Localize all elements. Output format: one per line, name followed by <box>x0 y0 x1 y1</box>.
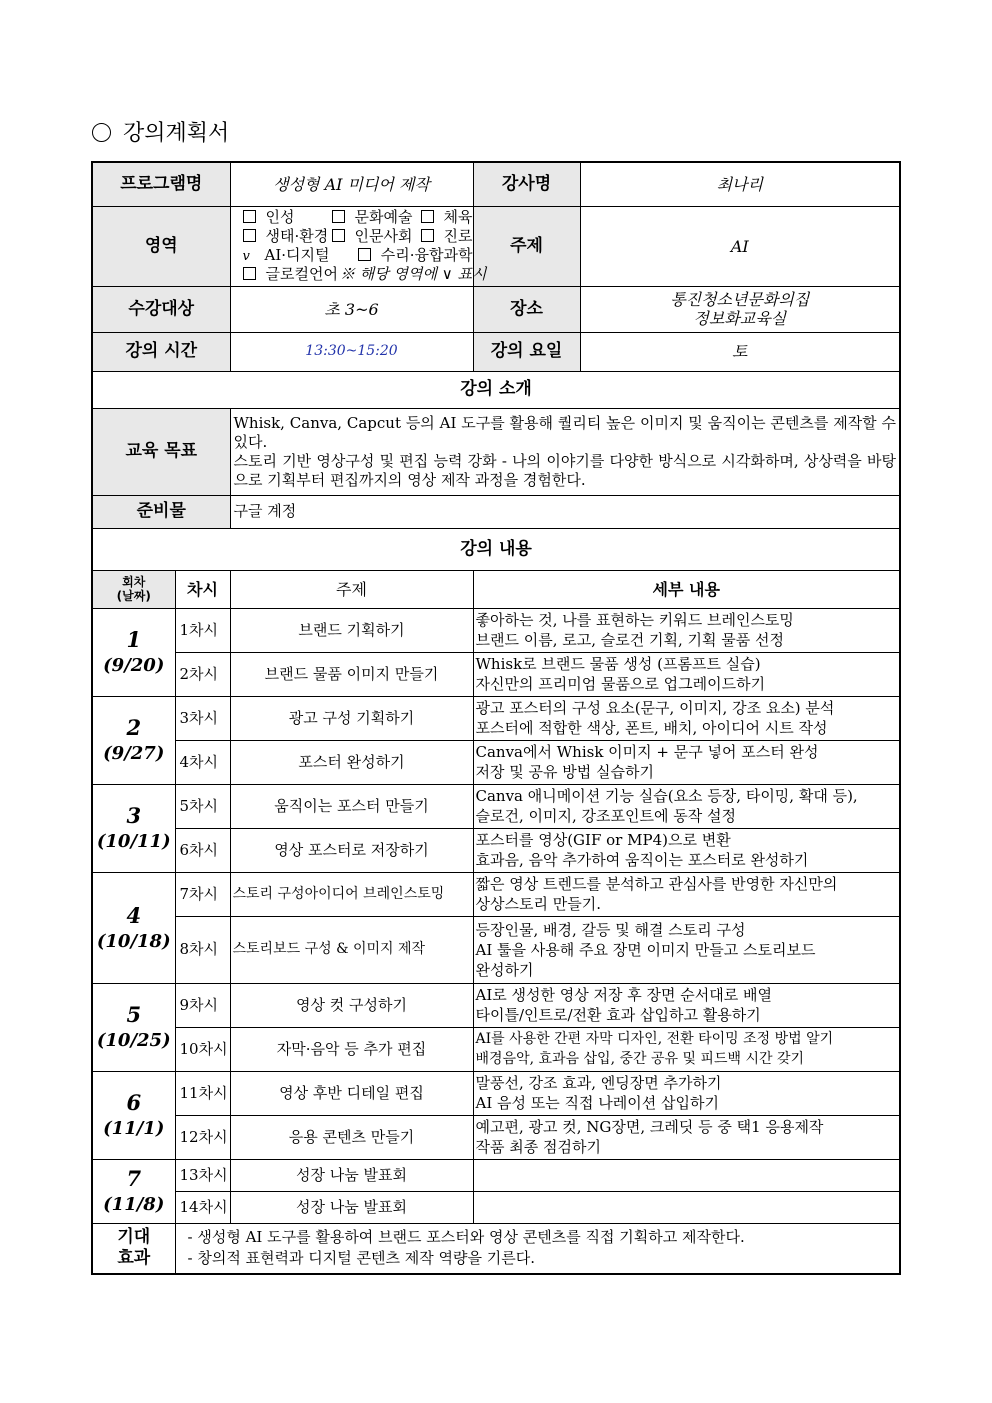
time-value: 13:30~15:20 <box>230 332 473 371</box>
topic-cell: 영상 컷 구성하기 <box>230 983 473 1027</box>
domain-option[interactable]: 문화예술 <box>332 208 421 227</box>
target-value: 초 3~6 <box>230 286 473 332</box>
period-cell: 3차시 <box>175 696 230 740</box>
period-cell: 7차시 <box>175 872 230 916</box>
checkbox-icon[interactable] <box>332 210 345 223</box>
document-title: 강의계획서 <box>92 116 229 147</box>
detail-cell: 예고편, 광고 컷, NG장면, 크레딧 등 중 택1 응용제작 작품 최종 점검하기 <box>473 1115 900 1159</box>
checkmark-icon[interactable]: v <box>242 249 250 264</box>
period-cell: 11차시 <box>175 1071 230 1115</box>
domain-option[interactable]: 생태·환경 <box>243 227 332 246</box>
domain-option[interactable]: 인성 <box>243 208 332 227</box>
goal-label: 교육 목표 <box>92 408 230 495</box>
session-cell: 3 (10/11) <box>92 784 175 872</box>
place-value: 통진청소년문화의집 정보화교육실 <box>580 286 900 332</box>
topic-cell: 브랜드 물품 이미지 만들기 <box>230 652 473 696</box>
domain-note: ※ 해당 영역에 ∨ 표시 <box>339 265 487 283</box>
checkbox-icon[interactable] <box>421 210 434 223</box>
detail-cell: 광고 포스터의 구성 요소(문구, 이미지, 강조 요소) 분석 포스터에 적합한 색상, 폰트, 배치, 아이디어 시트 작성 <box>473 696 900 740</box>
checkbox-icon[interactable] <box>243 229 256 242</box>
session-cell: 6 (11/1) <box>92 1071 175 1159</box>
col-topic-header: 주제 <box>230 570 473 608</box>
topic-cell: 광고 구성 기획하기 <box>230 696 473 740</box>
domain-checklist <box>230 206 487 286</box>
place-label: 장소 <box>473 286 580 332</box>
period-cell: 4차시 <box>175 740 230 784</box>
program-label: 프로그램명 <box>92 162 230 206</box>
session-cell: 5 (10/25) <box>92 983 175 1071</box>
domain-label: 영역 <box>92 206 230 286</box>
period-cell: 9차시 <box>175 983 230 1027</box>
detail-cell: AI로 생성한 영상 저장 후 장면 순서대로 배열 타이틀/인트로/전환 효과 삽입하고 활용하기 <box>473 983 900 1027</box>
domain-option[interactable]: 수리·융합과학 <box>358 246 473 265</box>
content-section-title: 강의 내용 <box>92 528 900 570</box>
topic-cell: 성장 나눔 발표회 <box>230 1191 473 1223</box>
checkbox-icon[interactable] <box>421 229 434 242</box>
detail-cell: Canva 애니메이션 기능 실습(요소 등장, 타이밍, 확대 등), 슬로건, 이미지, 강조포인트에 동작 설정 <box>473 784 900 828</box>
detail-cell: 짧은 영상 트렌드를 분석하고 관심사를 반영한 자신만의 상상스토리 만들기. <box>473 872 900 916</box>
period-cell: 6차시 <box>175 828 230 872</box>
topic-cell: 움직이는 포스터 만들기 <box>230 784 473 828</box>
checkbox-icon[interactable] <box>358 248 371 261</box>
detail-cell: AI를 사용한 간편 자막 디자인, 전환 타이밍 조정 방법 알기 배경음악, 효과음 삽입, 중간 공유 및 피드백 시간 갖기 <box>473 1027 900 1071</box>
session-cell: 4 (10/18) <box>92 872 175 983</box>
detail-cell: 좋아하는 것, 나를 표현하는 키워드 브레인스토밍 브랜드 이름, 로고, 슬로건 기획, 기획 물품 선정 <box>473 608 900 652</box>
intro-section-title: 강의 소개 <box>92 371 900 408</box>
detail-cell <box>473 1191 900 1223</box>
detail-cell <box>473 1159 900 1191</box>
subject-value: AI <box>580 206 900 286</box>
day-value: 토 <box>580 332 900 371</box>
topic-cell: 자막·음악 등 추가 편집 <box>230 1027 473 1071</box>
period-cell: 13차시 <box>175 1159 230 1191</box>
detail-cell: 등장인물, 배경, 갈등 및 해결 스토리 구성 AI 툴을 사용해 주요 장면 이미지 만들고 스토리보드 완성하기 <box>473 916 900 983</box>
subject-label: 주제 <box>473 206 580 286</box>
materials-value: 구글 계정 <box>230 495 900 528</box>
instructor-label: 강사명 <box>473 162 580 206</box>
detail-cell: 말풍선, 강조 효과, 엔딩장면 추가하기 AI 음성 또는 직접 나레이션 삽입하기 <box>473 1071 900 1115</box>
period-cell: 8차시 <box>175 916 230 983</box>
domain-option[interactable]: 체육 <box>421 208 473 227</box>
detail-cell: Canva에서 Whisk 이미지 + 문구 넣어 포스터 완성 저장 및 공유 방법 실습하기 <box>473 740 900 784</box>
topic-cell: 스토리 구성아이디어 브레인스토밍 <box>230 872 473 916</box>
topic-cell: 영상 포스터로 저장하기 <box>230 828 473 872</box>
domain-option-checked[interactable]: v AI·디지털 <box>242 246 330 264</box>
instructor-value: 최나리 <box>580 162 900 206</box>
col-period-header: 차시 <box>175 570 230 608</box>
col-detail-header: 세부 내용 <box>473 570 900 608</box>
domain-option[interactable]: 글로컬언어 <box>243 265 338 284</box>
target-label: 수강대상 <box>92 286 230 332</box>
session-cell: 7 (11/8) <box>92 1159 175 1223</box>
detail-cell: Whisk로 브랜드 물품 생성 (프롬프트 실습) 자신만의 프리미엄 물품으로 업그레이드하기 <box>473 652 900 696</box>
detail-cell: 포스터를 영상(GIF or MP4)으로 변환 효과음, 음악 추가하여 움직이는 포스터로 완성하기 <box>473 828 900 872</box>
topic-cell: 포스터 완성하기 <box>230 740 473 784</box>
period-cell: 10차시 <box>175 1027 230 1071</box>
period-cell: 2차시 <box>175 652 230 696</box>
topic-cell: 성장 나눔 발표회 <box>230 1159 473 1191</box>
session-cell: 1 (9/20) <box>92 608 175 696</box>
time-label: 강의 시간 <box>92 332 230 371</box>
session-cell: 2 (9/27) <box>92 696 175 784</box>
topic-cell: 응용 콘텐츠 만들기 <box>230 1115 473 1159</box>
domain-option[interactable]: 진로 <box>421 227 473 246</box>
period-cell: 5차시 <box>175 784 230 828</box>
lecture-plan-table <box>91 161 901 1275</box>
checkbox-icon[interactable] <box>243 210 256 223</box>
circle-bullet-icon <box>92 123 111 142</box>
topic-cell: 스토리보드 구성 & 이미지 제작 <box>230 916 473 983</box>
program-value: 생성형 AI 미디어 제작 <box>230 162 473 206</box>
effect-label: 기대 효과 <box>92 1223 175 1274</box>
period-cell: 1차시 <box>175 608 230 652</box>
domain-option[interactable]: 인문사회 <box>332 227 421 246</box>
day-label: 강의 요일 <box>473 332 580 371</box>
period-cell: 14차시 <box>175 1191 230 1223</box>
effect-text: - 생성형 AI 도구를 활용하여 브랜드 포스터와 영상 콘텐츠를 직접 기획하고 제작한다. - 창의적 표현력과 디지털 콘텐츠 제작 역량을 기른다. <box>175 1223 900 1274</box>
checkbox-icon[interactable] <box>243 267 256 280</box>
col-session-header: 회차 (날짜) <box>92 570 175 608</box>
topic-cell: 브랜드 기획하기 <box>230 608 473 652</box>
materials-label: 준비물 <box>92 495 230 528</box>
period-cell: 12차시 <box>175 1115 230 1159</box>
goal-text: Whisk, Canva, Capcut 등의 AI 도구를 활용해 퀄리티 높은 이미지 및 움직이는 콘텐츠를 제작할 수 있다. 스토리 기반 영상구성 및 편집 능력 강화 - 나의 이야기를 다양한 방식으로 시각화하며, 상상력을 바탕으로 기획부터 편집까지의 영상 제작 과정을 경험한다. <box>230 408 900 495</box>
checkbox-icon[interactable] <box>332 229 345 242</box>
topic-cell: 영상 후반 디테일 편집 <box>230 1071 473 1115</box>
